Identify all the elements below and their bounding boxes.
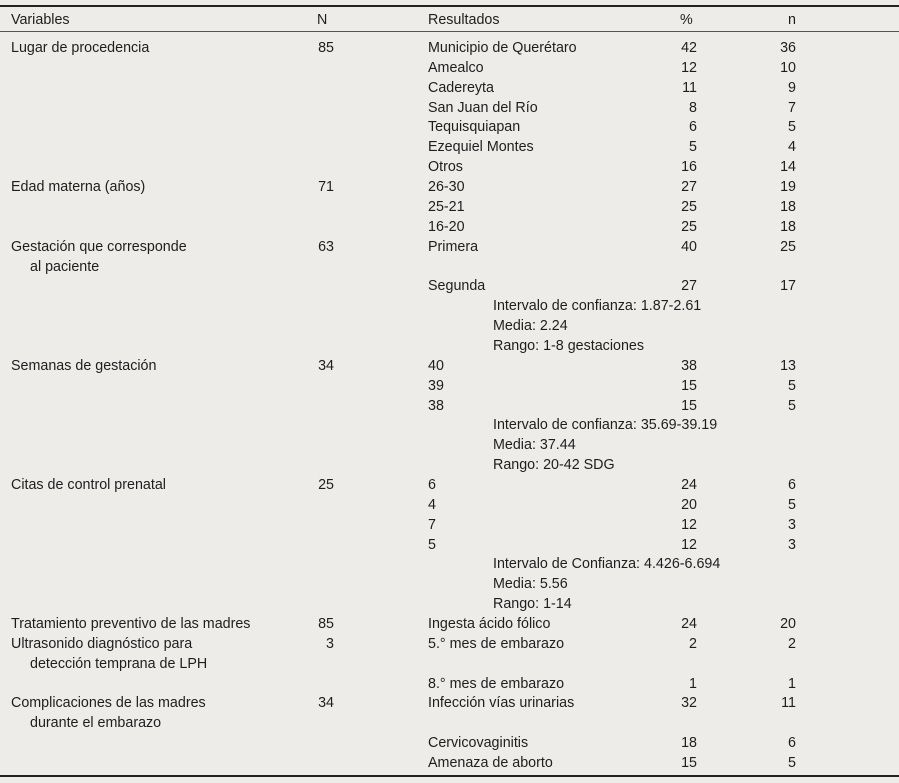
- statistic-cell: Rango: 20-42 SDG: [493, 457, 615, 474]
- count-cell: 17: [780, 278, 796, 295]
- count-cell: 10: [780, 59, 796, 76]
- result-cell: 4: [428, 496, 436, 513]
- percent-cell: 15: [681, 377, 697, 394]
- N-cell: 3: [326, 635, 334, 652]
- count-cell: 18: [780, 198, 796, 215]
- N-cell: 25: [318, 476, 334, 493]
- percent-cell: 20: [681, 496, 697, 513]
- count-cell: 9: [788, 79, 796, 96]
- percent-cell: 2: [689, 635, 697, 652]
- variable-continuation-cell: durante el embarazo: [30, 715, 162, 732]
- result-cell: Ezequiel Montes: [428, 139, 534, 156]
- result-cell: 25-21: [428, 198, 465, 215]
- result-cell: Ingesta ácido fólico: [428, 615, 551, 632]
- percent-cell: 6: [689, 119, 697, 136]
- result-cell: 7: [428, 516, 436, 533]
- result-cell: Otros: [428, 159, 463, 176]
- result-cell: Municipio de Querétaro: [428, 40, 577, 56]
- result-cell: 26-30: [428, 179, 465, 195]
- variable-cell: Tratamiento preventivo de las madres: [11, 615, 251, 632]
- count-cell: 18: [780, 218, 796, 235]
- percent-cell: 38: [681, 357, 697, 374]
- result-cell: San Juan del Río: [428, 99, 538, 116]
- variable-continuation-cell: al paciente: [30, 258, 100, 275]
- count-cell: 5: [788, 496, 796, 513]
- count-cell: 4: [788, 139, 796, 156]
- result-cell: 8.° mes de embarazo: [428, 675, 565, 692]
- variable-cell: Citas de control prenatal: [11, 476, 166, 493]
- percent-cell: 27: [681, 179, 697, 195]
- statistic-cell: Intervalo de confianza: 35.69-39.19: [493, 417, 718, 434]
- percent-cell: 32: [681, 695, 697, 712]
- percent-cell: 24: [681, 615, 697, 632]
- statistic-cell: Rango: 1-14: [493, 596, 572, 613]
- result-cell: Cervicovaginitis: [428, 735, 529, 752]
- result-cell: Amealco: [428, 59, 484, 76]
- count-cell: 5: [788, 755, 796, 771]
- statistic-cell: Media: 2.24: [493, 318, 568, 334]
- percent-cell: 27: [681, 278, 697, 295]
- count-cell: 2: [788, 635, 796, 652]
- count-cell: 5: [788, 377, 796, 394]
- percent-cell: 25: [681, 218, 697, 235]
- count-cell: 11: [781, 695, 796, 712]
- result-cell: 5: [428, 536, 436, 553]
- header-percent: %: [680, 12, 693, 28]
- N-cell: 71: [318, 179, 334, 195]
- percent-cell: 16: [681, 159, 697, 176]
- statistic-cell: Intervalo de Confianza: 4.426-6.694: [493, 556, 721, 573]
- header-n: n: [788, 12, 796, 28]
- result-cell: 40: [428, 357, 444, 374]
- percent-cell: 12: [681, 536, 697, 553]
- N-cell: 85: [318, 40, 334, 56]
- count-cell: 20: [780, 615, 796, 632]
- count-cell: 6: [788, 735, 796, 752]
- count-cell: 19: [780, 179, 796, 195]
- count-cell: 1: [788, 675, 796, 692]
- percent-cell: 15: [681, 755, 697, 771]
- result-cell: 39: [428, 377, 444, 394]
- count-cell: 3: [788, 536, 796, 553]
- statistic-cell: Rango: 1-8 gestaciones: [493, 337, 645, 354]
- header-resultados: Resultados: [428, 12, 500, 28]
- percent-cell: 11: [682, 79, 697, 96]
- result-cell: Segunda: [428, 278, 486, 295]
- variable-cell: Lugar de procedencia: [11, 40, 150, 56]
- percent-cell: 25: [681, 198, 697, 215]
- N-cell: 34: [318, 695, 334, 712]
- count-cell: 3: [788, 516, 796, 533]
- N-cell: 34: [318, 357, 334, 374]
- result-cell: 6: [428, 476, 436, 493]
- count-cell: 5: [788, 119, 796, 136]
- table-header-rule: [0, 31, 899, 32]
- percent-cell: 8: [689, 99, 697, 116]
- result-cell: Cadereyta: [428, 79, 494, 96]
- percent-cell: 18: [681, 735, 697, 752]
- count-cell: 7: [788, 99, 796, 116]
- statistic-cell: Intervalo de confianza: 1.87-2.61: [493, 298, 702, 315]
- statistic-cell: Media: 37.44: [493, 437, 576, 454]
- percent-cell: 12: [681, 59, 697, 76]
- header-N: N: [317, 12, 328, 28]
- count-cell: 13: [780, 357, 796, 374]
- N-cell: 63: [318, 238, 334, 255]
- percent-cell: 24: [681, 476, 697, 493]
- header-variables: Variables: [11, 12, 70, 28]
- result-cell: Amenaza de aborto: [428, 755, 553, 771]
- N-cell: 85: [318, 615, 334, 632]
- count-cell: 5: [788, 397, 796, 414]
- variable-continuation-cell: detección temprana de LPH: [30, 655, 208, 672]
- variable-cell: Gestación que corresponde: [11, 238, 187, 255]
- percent-cell: 15: [681, 397, 697, 414]
- count-cell: 25: [780, 238, 796, 255]
- table-bottom-rule: [0, 775, 899, 777]
- variable-cell: Semanas de gestación: [11, 357, 157, 374]
- percent-cell: 1: [689, 675, 697, 692]
- percent-cell: 5: [689, 139, 697, 156]
- statistic-cell: Media: 5.56: [493, 576, 568, 593]
- percent-cell: 12: [681, 516, 697, 533]
- result-cell: Primera: [428, 238, 479, 255]
- result-cell: 38: [428, 397, 444, 414]
- result-cell: 5.° mes de embarazo: [428, 635, 565, 652]
- count-cell: 6: [788, 476, 796, 493]
- percent-cell: 42: [681, 40, 697, 56]
- variable-cell: Complicaciones de las madres: [11, 695, 206, 712]
- result-cell: Tequisquiapan: [428, 119, 521, 136]
- percent-cell: 40: [681, 238, 697, 255]
- result-cell: 16-20: [428, 218, 465, 235]
- count-cell: 36: [780, 40, 796, 56]
- variable-cell: Edad materna (años): [11, 179, 146, 195]
- result-cell: Infección vías urinarias: [428, 695, 575, 712]
- table-top-rule: [0, 5, 899, 7]
- count-cell: 14: [780, 159, 796, 176]
- variable-cell: Ultrasonido diagnóstico para: [11, 635, 193, 652]
